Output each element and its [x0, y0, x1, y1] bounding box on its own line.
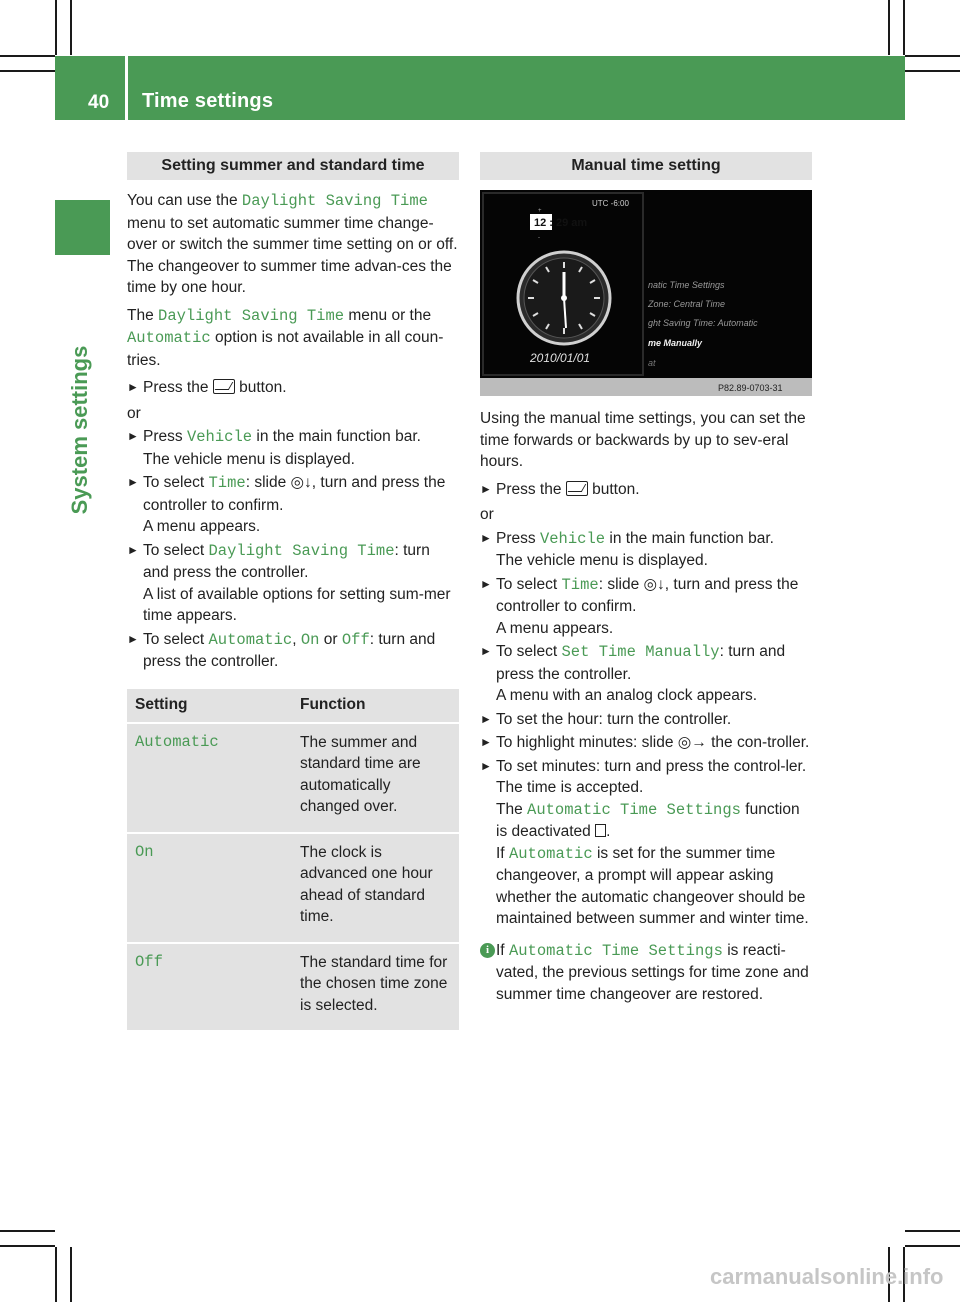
function-cell: The clock is advanced one hour ahead of standard time. [292, 834, 459, 942]
utc-label: UTC -6:00 [592, 199, 629, 208]
step-item: ► To select Daylight Saving Time: turn and press the controller. A list of available options for setting sum-mer time appears. [127, 541, 451, 624]
info-note: i If Automatic Time Settings is reacti-vated, the previous settings for time zone and summer time changeover are restored. [480, 940, 812, 1006]
table-row [127, 944, 459, 1031]
function-cell: The standard time for the chosen time zone is selected. [292, 944, 459, 1031]
section-marker [55, 200, 110, 255]
crop-mark [905, 1230, 960, 1232]
setting-cell: On [127, 834, 292, 942]
crop-mark [905, 1245, 960, 1247]
table-header: Function [292, 689, 459, 722]
screen-menu-item: ght Saving Time: Automatic [648, 318, 758, 328]
function-cell: The summer and standard time are automatically changed over. [292, 724, 459, 832]
vehicle-button-icon [213, 379, 235, 394]
intro-paragraph: Using the manual time settings, you can set the time forwards or backwards by up to sev-eral hours. [480, 410, 806, 470]
left-column [127, 152, 459, 1032]
or-text: or [480, 506, 494, 523]
step-item: ► To select Time: slide ◎↓, turn and press the controller to confirm. A menu appears. [127, 474, 446, 535]
crop-mark [0, 55, 55, 57]
screen-menu-item: me Manually [648, 338, 703, 348]
svg-text:-: - [538, 235, 540, 241]
table-header: Setting [127, 689, 292, 722]
section-heading: Manual time setting [480, 152, 812, 180]
page-title: Time settings [142, 90, 274, 112]
intro-paragraph: You can use the Daylight Saving Time menu to set automatic summer time change-over or switch the summer time setting on or off. The changeover to summer time advan-ces the time by one hour. [127, 192, 458, 296]
screen-menu-item: at [648, 358, 656, 368]
step-item: ► To set minutes: turn and press the control-ler. The time is accepted. The Automatic Time Settings function is deactivated . If Automatic is set for the summer time changeover, a prompt will appear asking whether the automatic changeover should be maintained between summer and winter time. [480, 757, 809, 927]
screen-time: 12 : 29 am [534, 217, 588, 229]
screen-date: 2010/01/01 [530, 351, 591, 365]
setting-cell: Automatic [127, 724, 292, 832]
crop-mark [70, 0, 72, 55]
table-row [127, 834, 459, 942]
step-item: ► To select Set Time Manually: turn and press the controller. A menu with an analog clock appears. [480, 643, 786, 704]
crop-mark [905, 70, 960, 72]
crop-mark [905, 55, 960, 57]
step-item: ► Press Vehicle in the main function bar. The vehicle menu is displayed. [480, 529, 774, 569]
svg-text:+: + [538, 208, 542, 214]
crop-mark [0, 70, 55, 72]
clock-screen-graphic [480, 190, 812, 396]
step-item: ► Press the button. [127, 379, 287, 396]
step-item: ► To select Time: slide ◎↓, turn and press the controller to confirm. A menu appears. [480, 575, 799, 637]
clock-screen-image [480, 190, 812, 396]
watermark: carmanualsonline.info [710, 1264, 944, 1289]
section-heading: Setting summer and standard time [127, 152, 459, 180]
checkbox-empty-icon [595, 824, 606, 837]
or-text: or [127, 404, 141, 422]
crop-mark [55, 1247, 57, 1302]
screen-menu-item: natic Time Settings [648, 280, 725, 290]
table-row [127, 724, 459, 832]
crop-mark [55, 0, 57, 55]
availability-note: The Daylight Saving Time menu or the Automatic option is not available in all coun-tries. [127, 306, 444, 369]
crop-mark [0, 1230, 55, 1232]
step-item: ► To highlight minutes: slide ◎→ the con-troller. [480, 734, 810, 751]
step-item: ► Press the button. [480, 480, 640, 498]
header-divider [125, 56, 128, 120]
crop-mark [888, 0, 890, 55]
step-item: ► To select Automatic, On or Off: turn and press the controller. [127, 630, 436, 670]
section-label: System settings [67, 345, 92, 515]
crop-mark [903, 0, 905, 55]
crop-mark [70, 1247, 72, 1302]
page-number: 40 [88, 92, 110, 113]
right-column [480, 152, 812, 1005]
screen-menu-item: Zone: Central Time [648, 299, 725, 309]
setting-cell: Off [127, 944, 292, 1031]
settings-table [127, 687, 459, 1033]
table-header-row [127, 689, 459, 722]
step-item: ► To set the hour: turn the controller. [480, 710, 732, 728]
crop-mark [0, 1245, 55, 1247]
image-code: P82.89-0703-31 [718, 383, 783, 393]
step-item: ► Press Vehicle in the main function bar. The vehicle menu is displayed. [127, 428, 421, 468]
info-icon: i [480, 943, 495, 958]
vehicle-button-icon [566, 481, 588, 496]
